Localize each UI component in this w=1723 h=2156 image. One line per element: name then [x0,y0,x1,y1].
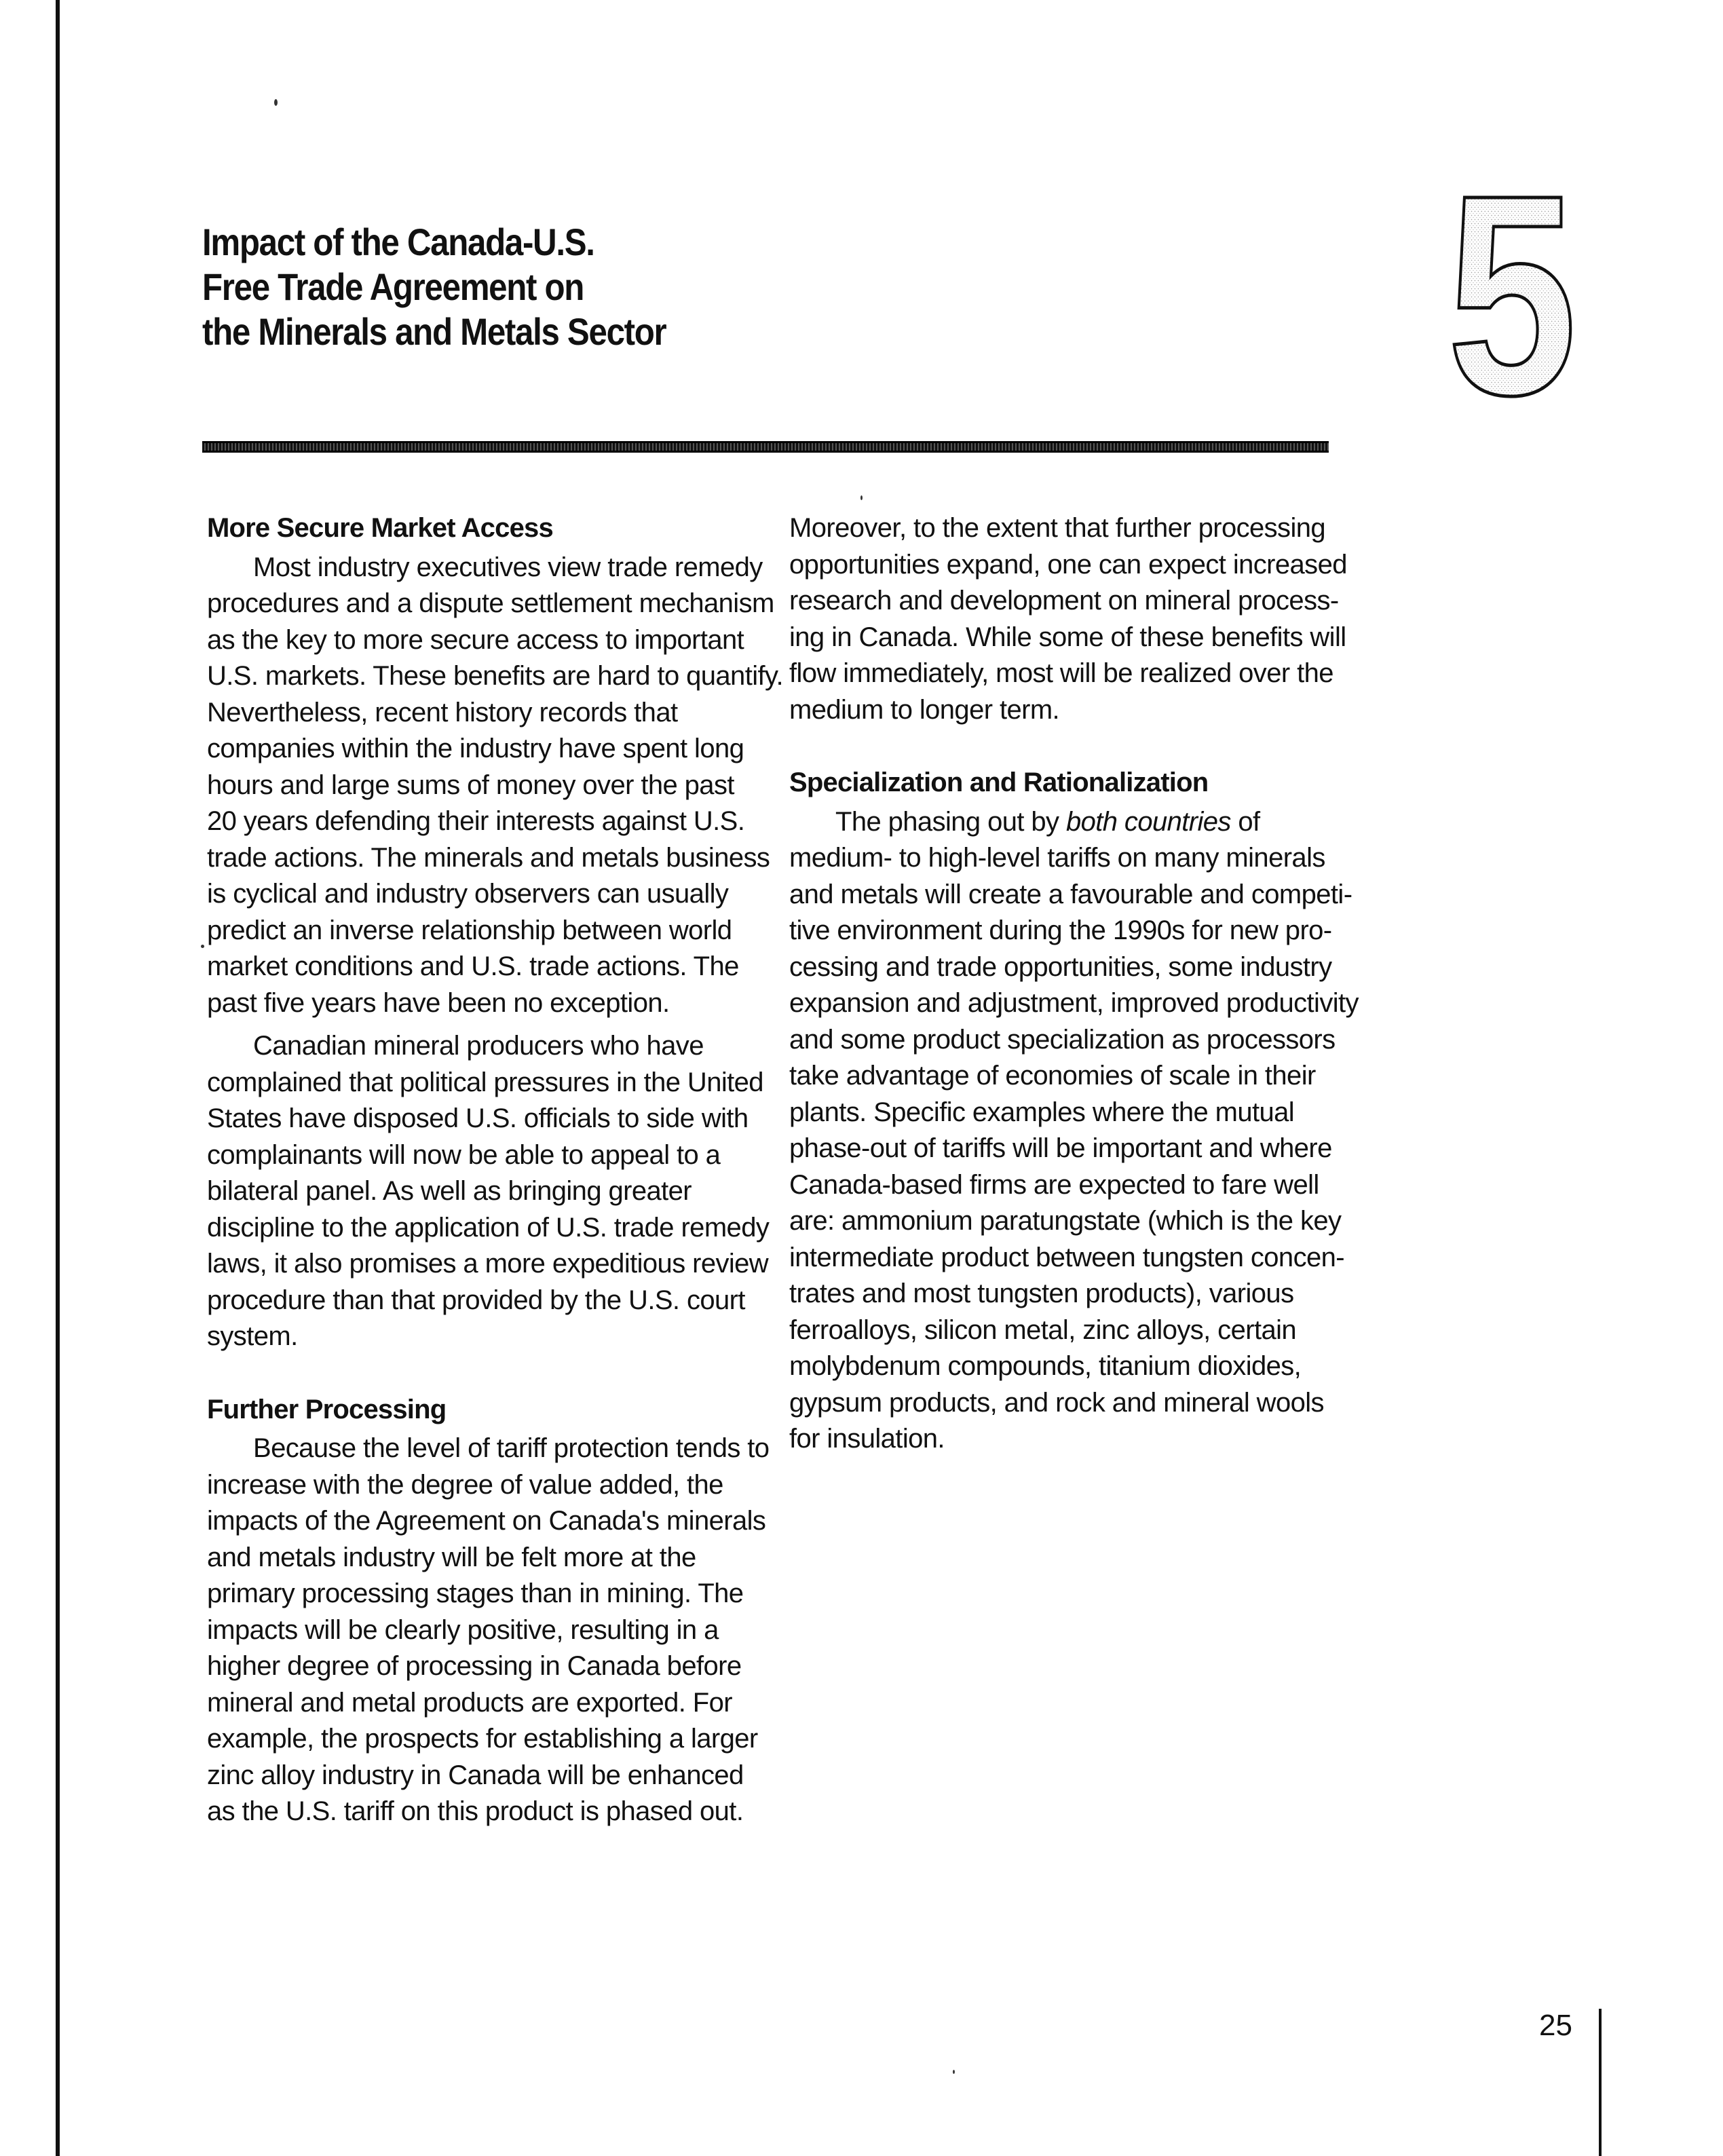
section-heading: More Secure Market Access [207,513,553,543]
text-line: higher degree of processing in Canada before [207,1651,742,1681]
text-line: expansion and adjustment, improved productivity [789,988,1359,1018]
text-line: flow immediately, most will be realized over the [789,658,1333,688]
text-line: predict an inverse relationship between world [207,915,732,945]
scan-speck [201,945,204,948]
text-line: complained that political pressures in the United [207,1067,763,1097]
text-run: The phasing out by [835,806,1066,837]
scan-speck [953,2070,955,2074]
text-line: cessing and trade opportunities, some industry [789,951,1332,982]
text-line: medium- to high-level tariffs on many minerals [789,843,1325,873]
page-number: 25 [1539,2009,1572,2042]
section-heading: Specialization and Rationalization [789,768,1209,797]
scan-speck [860,495,863,500]
text-line: trade actions. The minerals and metals business [207,842,770,873]
text-line: is cyclical and industry observers can usually [207,879,729,909]
text-line: procedures and a dispute settlement mechanism [207,588,774,618]
text-line: phase-out of tariffs will be important and where [789,1133,1332,1163]
scan-speck [274,99,278,106]
text-line: molybdenum compounds, titanium dioxides, [789,1351,1302,1381]
text-line: Nevertheless, recent history records that [207,697,678,727]
body-paragraph [789,804,1373,1458]
text-line: impacts of the Agreement on Canada's minerals [207,1506,766,1536]
text-line: companies within the industry have spent long [207,734,744,763]
chapter-title-line: Impact of the Canada-U.S. [202,221,594,263]
text-line: and metals will create a favourable and competi- [789,879,1352,909]
emphasis-text: both countries [1065,806,1231,837]
text-line: hours and large sums of money over the past [207,770,734,800]
text-line: U.S. markets. These benefits are hard to quantify. [207,661,783,691]
text-line: medium to longer term. [789,694,1060,725]
text-line: procedure than that provided by the U.S. court [207,1285,745,1315]
text-line: discipline to the application of U.S. trade remedy [207,1212,770,1243]
text-line: complainants will now be able to appeal to a [207,1139,721,1170]
text-line: and metals industry will be felt more at the [207,1542,696,1572]
text-line: market conditions and U.S. trade actions. The [207,951,739,981]
chapter-number [1437,178,1587,415]
text-line: for insulation. [789,1424,945,1454]
text-line: primary processing stages than in mining. The [207,1578,744,1608]
section-spacer [789,735,1373,765]
text-line: laws, it also promises a more expeditious review [207,1249,769,1279]
page-binding-edge [56,0,60,2156]
section-heading: Further Processing [207,1394,447,1424]
page-edge-rule [1599,2009,1602,2156]
text-line: zinc alloy industry in Canada will be enhanced [207,1760,744,1790]
left-column [207,510,791,1837]
text-line: system. [207,1321,298,1351]
text-line: as the key to more secure access to important [207,624,744,655]
chapter-title [202,220,1098,354]
text-line: trates and most tungsten products), various [789,1279,1294,1308]
text-line: Moreover, to the extent that further processing [789,513,1326,543]
text-line: increase with the degree of value added, the [207,1469,723,1500]
section-spacer [207,1362,791,1392]
text-line: plants. Specific examples where the mutual [789,1097,1295,1127]
text-line: take advantage of economies of scale in their [789,1061,1316,1091]
text-line: States have disposed U.S. officials to side with [207,1103,749,1133]
text-line: bilateral panel. As well as bringing greater [207,1176,692,1206]
text-line: example, the prospects for establishing a larger [207,1724,758,1754]
body-paragraph [207,550,791,1022]
text-line: ing in Canada. While some of these benefits will [789,622,1346,652]
text-line: Most industry executives view trade remedy [253,552,763,582]
body-paragraph [207,1431,791,1830]
text-line: past five years have been no exception. [207,987,670,1018]
text-line: and some product specialization as processors [789,1024,1336,1055]
text-line: mineral and metal products are exported. For [207,1687,732,1718]
text-line: as the U.S. tariff on this product is phased out. [207,1796,744,1826]
title-divider-rule [202,441,1329,453]
text-line: Canadian mineral producers who have [253,1031,704,1061]
text-line: research and development on mineral process- [789,586,1339,616]
text-run: of [1230,806,1260,837]
text-line: impacts will be clearly positive, resulting in a [207,1614,719,1645]
text-line: 20 years defending their interests against U.S. [207,806,745,836]
text-line: intermediate product between tungsten concen- [789,1242,1344,1272]
text-line: gypsum products, and rock and mineral wools [789,1387,1324,1418]
chapter-title-line: Free Trade Agreement on [202,265,584,308]
body-paragraph-continuation [789,510,1373,728]
text-line: Canada-based firms are expected to fare well [789,1169,1319,1200]
right-column [789,510,1373,1464]
chapter-title-line: the Minerals and Metals Sector [202,310,666,353]
text-line: are: ammonium paratungstate (which is the key [789,1206,1342,1236]
body-paragraph [207,1028,791,1355]
text-line: Because the level of tariff protection tends to [253,1433,770,1463]
chapter-number-glyph: 5 [1447,178,1577,415]
text-line: ferroalloys, silicon metal, zinc alloys, certain [789,1315,1297,1345]
text-line: tive environment during the 1990s for new pro- [789,915,1332,945]
text-line: opportunities expand, one can expect increased [789,549,1347,580]
text-line [789,804,1373,841]
